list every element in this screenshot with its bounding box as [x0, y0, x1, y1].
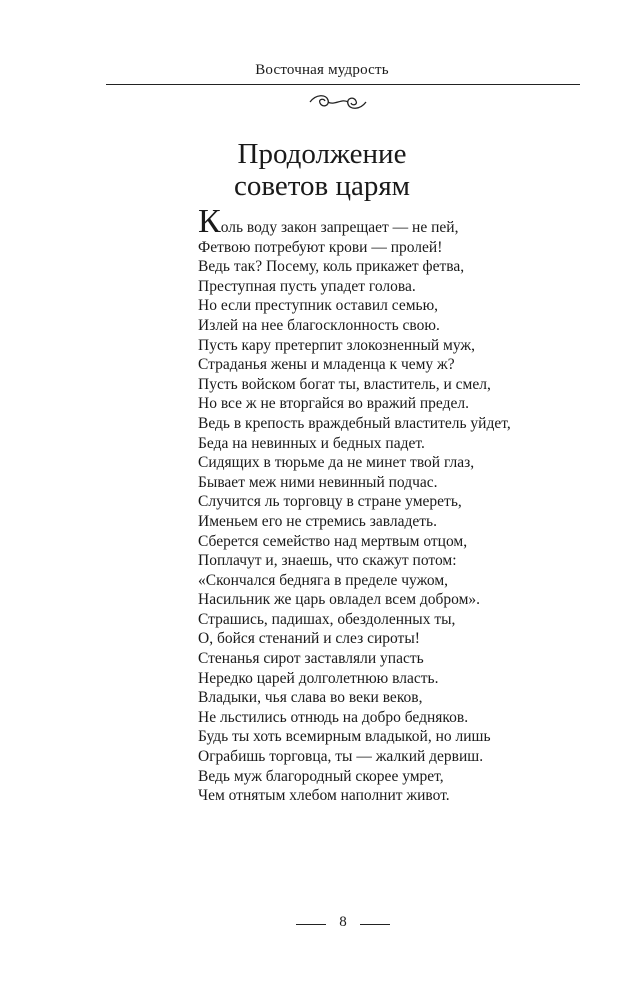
poem-first-line — [198, 203, 598, 240]
poem-line: Ограбишь торговца, ты — жалкий дервиш. — [198, 748, 484, 766]
poem-line: Нередко царей долголетнюю власть. — [198, 669, 439, 687]
poem-line: Поплачут и, знаешь, что скажут потом: — [198, 552, 457, 570]
drop-cap: К — [198, 203, 221, 240]
running-head: Восточная мудрость — [255, 62, 389, 78]
poem-line: Фетвою потребуют крови — пролей! — [198, 238, 443, 256]
poem-line: Но если преступник оставил семью, — [198, 297, 439, 315]
page-number: 8 — [339, 914, 347, 930]
poem-line: Случится ль торговцу в стране умереть, — [198, 493, 462, 511]
poem-line: Сидящих в тюрьме да не минет твой глаз, — [198, 454, 475, 472]
poem-line: Будь ты хоть всемирным владыкой, но лишь — [198, 728, 491, 746]
poem-line: О, бойся стенаний и слез сироты! — [198, 630, 420, 648]
title-line-1: Продолжение — [237, 138, 407, 170]
poem-line: Преступная пусть упадет голова. — [198, 277, 416, 295]
poem-line: Сберется семейство над мертвым отцом, — [198, 532, 468, 550]
poem-line: Беда на невинных и бедных падет. — [198, 434, 425, 452]
poem-line: Чем отнятым хлебом наполнит живот. — [198, 787, 450, 805]
poem-line: Не льстились отнюдь на добро бедняков. — [198, 708, 469, 726]
poem-line: Ведь муж благородный скорее умрет, — [198, 767, 444, 785]
poem-line: Насильник же царь овладел всем добром». — [198, 591, 481, 609]
title-line-2: советов царям — [233, 170, 411, 202]
poem-line: Пусть кару претерпит злокозненный муж, — [198, 336, 475, 354]
poem-line: Страданья жены и младенца к чему ж? — [198, 356, 455, 374]
footer-rule-right — [360, 924, 390, 925]
poem-line: Именьем его не стремись завладеть. — [198, 512, 437, 530]
poem-line: «Скончался бедняга в пределе чужом, — [198, 571, 449, 589]
header-rule — [106, 84, 580, 85]
poem-line: Ведь в крепость враждебный властитель уйдет, — [198, 414, 511, 432]
poem-first-line-text: оль воду закон запрещает — не пей, — [220, 219, 459, 236]
poem-line: Ведь так? Посему, коль прикажет фетва, — [198, 258, 465, 276]
poem-line: Стенанья сирот заставляли упасть — [198, 650, 424, 668]
poem-line: Владыки, чья слава во веки веков, — [198, 689, 423, 707]
poem-body — [198, 203, 598, 806]
poem-line: Но все ж не вторгайся во вражий предел. — [198, 395, 469, 413]
poem-line: Страшись, падишах, обездоленных ты, — [198, 610, 456, 628]
page-footer — [0, 914, 644, 934]
footer-rule-left — [296, 924, 326, 925]
poem-title — [0, 138, 644, 202]
flourish-ornament-icon — [306, 92, 370, 112]
poem-line: Пусть войском богат ты, властитель, и смел, — [198, 375, 491, 393]
poem-line: Бывает меж ними невинный подчас. — [198, 473, 438, 491]
poem-line: Излей на нее благосклонность свою. — [198, 316, 440, 334]
